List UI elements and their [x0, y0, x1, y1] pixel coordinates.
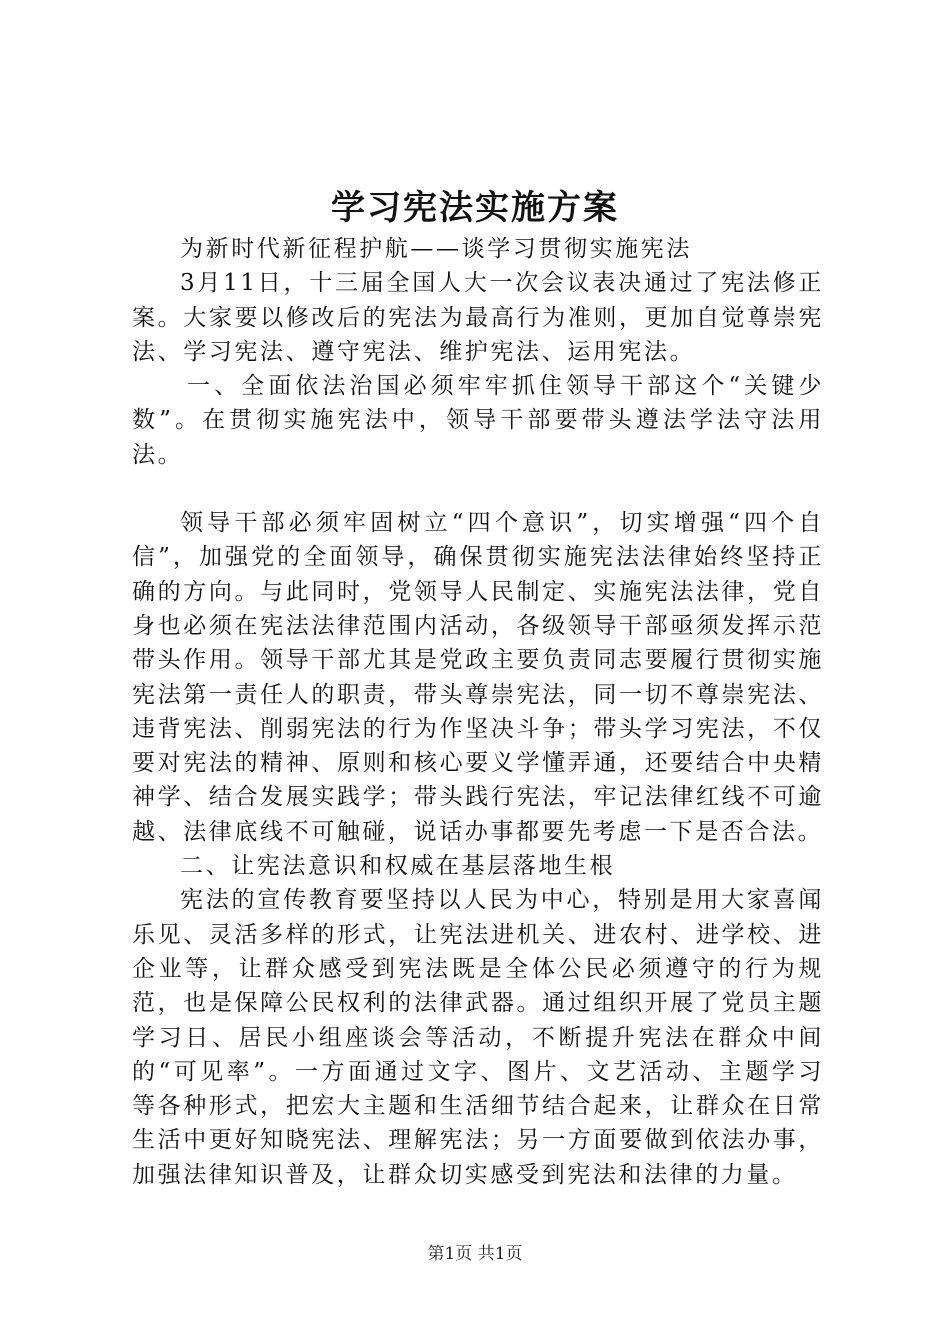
section-two-heading: 二、让宪法意识和权威在基层落地生根	[180, 853, 616, 880]
document-title: 学习宪法实施方案	[331, 188, 619, 228]
document-body	[132, 232, 824, 1192]
section-one-heading: 一、全面依法治国必须牢牢抓住领导干部这个“关键少数”。在贯彻实施宪法中，领导干部要带头遵法学法守法用法。	[132, 373, 824, 468]
subtitle-paragraph: 为新时代新征程护航——谈学习贯彻实施宪法	[180, 236, 692, 262]
page-footer: 第1页 共1页	[427, 1244, 523, 1264]
section-two-body: 宪法的宣传教育要坚持以人民为中心，特别是用大家喜闻乐见、灵活多样的形式，让宪法进机关、进农村、进学校、进企业等，让群众感受到宪法既是全体公民必须遵守的行为规范，也是保障公民权利的法律武器。通过组织开展了党员主题学习日、居民小组座谈会等活动，不断提升宪法在群众中间的“可见率”。一方面通过文字、图片、文艺活动、主题学习等各种形式，把宏大主题和生活细节结合起来，让群众在日常生活中更好知晓宪法、理解宪法；另一方面要做到依法办事，加强法律知识普及，让群众切实感受到宪法和法律的力量。	[132, 887, 824, 1188]
intro-paragraph: 3月11日，十三届全国人大一次会议表决通过了宪法修正案。大家要以修改后的宪法为最高行为准则，更加自觉尊崇宪法、学习宪法、遵守宪法、维护宪法、运用宪法。	[132, 270, 824, 365]
section-one-body: 领导干部必须牢固树立“四个意识”，切实增强“四个自信”，加强党的全面领导，确保贯彻实施宪法法律始终坚持正确的方向。与此同时，党领导人民制定、实施宪法法律，党自身也必须在宪法法律范围内活动，各级领导干部亟须发挥示范带头作用。领导干部尤其是党政主要负责同志要履行贯彻实施宪法第一责任人的职责，带头尊崇宪法，同一切不尊崇宪法、违背宪法、削弱宪法的行为作坚决斗争；带头学习宪法，不仅要对宪法的精神、原则和核心要义学懂弄通，还要结合中央精神学、结合发展实践学；带头践行宪法，牢记法律红线不可逾越、法律底线不可触碰，说话办事都要先考虑一下是否合法。	[132, 510, 824, 845]
